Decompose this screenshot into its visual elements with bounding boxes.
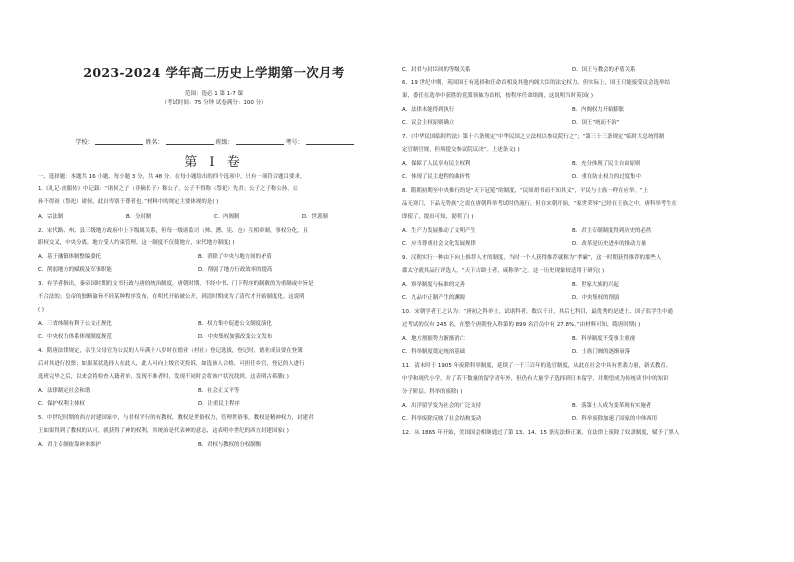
option-c[interactable]: C．封君与封臣间的等级关系 [402,67,471,73]
option-d[interactable]: D．士族门阀的逐渐衰落 [572,349,631,355]
option-c[interactable]: C．内阁制 [214,214,240,220]
exam-time-info: （考试时间：75 分钟 试卷满分：100 分） [161,100,267,106]
option-d[interactable]: D．国王与教会的矛盾关系 [572,67,636,73]
right-column [402,0,758,562]
option-row [402,66,754,74]
option-d[interactable]: D．削弱了地方行政效率的提高 [198,267,273,273]
question-line: ( ) [38,307,45,313]
question-line: 1.《礼记·丧服传》中记载：“诸侯之子（非嫡长子）称公子，公子不得称（祭祀）先君；公子之子称公孙，公 [38,186,299,192]
question-line: 选班完毕之后，以来会将检查人籍者单，发现不准者时，发现不同时会将该户状况找到。这表明古希腊( ) [38,374,289,380]
class-label: 班级： [215,139,234,146]
question-line: 分子阶层。科举的废除( ) [402,389,463,395]
question-line: 5．中世纪时期的西方封建国家中，与君权平行的有教权，教权是世俗权力，管理世俗事，教权是精神权力，封建君 [38,415,314,421]
question-line: 10．宋朝学者王之认为：“唐初之科举士，试诸科者，数以千计，其后七科目，最优秀的是进士、国子监学生中通 [402,309,673,315]
option-a[interactable]: A．生产力发展推动了文明产生 [402,228,476,234]
school-blank[interactable] [95,137,143,145]
option-a[interactable]: A．地方割据势力渐渐消亡 [402,336,465,342]
option-c[interactable]: C．科举废除反映了社会结构变动 [402,416,482,422]
option-row [38,253,390,261]
name-blank[interactable] [166,137,214,145]
option-row [38,213,390,221]
volume-heading: 第 I 卷 [184,155,244,170]
question-line: 中学和现代小学，并了若干数量的留学青年外，但仍有大量学子选择到日本留学，并期望成为传统读书中的知识 [402,376,669,382]
option-c[interactable]: C．体现了民主进程的曲折性 [402,174,471,180]
number-blank[interactable] [306,137,354,145]
option-row [402,335,754,343]
option-d[interactable]: D．改革是历史进步的推动力量 [572,241,647,247]
left-column [38,0,390,562]
option-row [402,281,754,289]
question-line: 果，委任在选举中获胜的党派领袖为首相，按程序任命组阁，这说明当时英国( ) [402,93,594,99]
option-row [402,348,754,356]
option-b[interactable]: B．社会正义平等 [198,388,240,394]
option-d[interactable]: D．中央集权加强改变公文发布 [198,334,273,340]
question-line: 3．有学者指出，秦帝国时期的文书行政与唐的统治制度，唐朝时期，不经中书、门下程序的制敕的为重制或中旨是 [38,281,314,287]
option-c[interactable]: C．应当尊重社会文化发展规律 [402,241,476,247]
option-b[interactable]: B．充分体现了民主自由原则 [572,161,641,167]
question-line: 9．汉朝实行一种由下向上推荐人才的制度，当时一个人获得推荐就称为“孝廉”，这一时期获得推荐的那些人 [402,255,662,261]
option-row [38,387,390,395]
option-row [402,106,754,114]
option-row [402,240,754,248]
option-c[interactable]: C．中央权力体系体现制度规范 [38,334,112,340]
question-line: 即使了，提出可知，说明了( ) [402,214,474,220]
option-row [402,415,754,423]
option-row [402,402,754,410]
option-a[interactable]: A．察举制度与标准的完善 [402,282,465,288]
option-a[interactable]: A．君主专制依靠神来维护 [38,442,101,448]
school-label: 学校： [75,139,94,146]
option-a[interactable]: A．出洋留学变为社会的广泛支持 [402,403,482,409]
question-line: 4．隋唐法律规定，亲生父母官为公民的人年满十八岁时在德业（村社）登记选拔，登记时，德业成员要在登簿 [38,348,303,354]
question-line: 品无寒门，下品无势族”之说在唐朝科举考试时仍流行，但在宋朝开始，“家世荣辱”已经在王族之中，唐科举考生在 [402,201,678,207]
option-row [402,227,754,235]
question-line: 8．隋朝初期至中央推行的是“天下冠冕”的制度，“民间胡书而不知其义”，平民与士族一样在应举。“上 [402,188,649,194]
option-c[interactable]: C．削弱地方的赋税及军事职能 [38,267,112,273]
option-row [38,333,390,341]
option-c[interactable]: C．保护权利主体权 [38,401,85,407]
question-line: 6．19 世纪中期，英国国王有选择和任命首相及其他内阁大臣的法定权力，但实际上，国王只能接受议会选举结 [402,80,670,86]
option-b[interactable]: B．君主专制制度得到历史的必然 [572,228,652,234]
option-b[interactable]: B．权力集中促进公文制度演化 [198,321,272,327]
option-row [38,266,390,274]
option-d[interactable]: D．注重民主程序 [198,401,240,407]
number-label: 考号： [285,139,304,146]
question-line: 2．宋代路、州、县三级地方政府中上下级属关系，但每一级诸监司（帅、漕、宪、仓）互相牵制，事权分化，且 [38,228,309,234]
option-a[interactable]: A．保障了人民享有民主权利 [402,161,471,167]
name-label: 姓名： [145,139,164,146]
question-line: 定官制官规，但须提交参议院议决”。上述条文( ) [402,147,520,153]
exam-scope: 范围：选必 1 第 1-7 课 [185,91,243,97]
option-c[interactable]: C．科举制度奠定统治基础 [402,349,466,355]
option-a[interactable]: A．宗法制 [38,214,64,220]
option-row [38,441,390,449]
class-blank[interactable] [236,137,284,145]
option-row [38,400,390,408]
question-line: 后对其进行投票；如果某状选择人在此人，此人可向上级官吏投诉，如选该人合格，可担任乡官，登记的人进行 [38,361,305,367]
option-row [402,119,754,127]
student-info-row [42,137,387,146]
question-line: 11．清末时于 1905 年废除科举制度，延续了一千三百年的选官制度，从此在社会中具有世袭力量，新式教育、 [402,363,672,369]
option-d[interactable]: D．科举废除加速了国家的中体西用 [572,416,658,422]
option-row [402,294,754,302]
option-b[interactable]: B．落第士人成为变革现有实施者 [572,403,652,409]
question-line: 职权交叉，中央分离，地方受人约束管理。这一制度不仅使地方，宋代地方制度( ) [38,240,235,246]
option-a[interactable]: A．三省体制有利于公文正规化 [38,321,112,327]
option-a[interactable]: A．法律未能得到执行 [402,107,455,113]
option-a[interactable]: A．基于藩镇体制整编委托 [38,254,101,260]
question-line: 不合法的；皇帝的独断谕旨不经某种程序发布，在明代开始被公开，到清时期成为了清代才开始制度化。这说明 [38,294,305,300]
option-b[interactable]: B．分封制 [126,214,152,220]
option-c[interactable]: C．九品中正制产生的渊源 [402,295,466,301]
question-line: 7．《中华民国临时约法》第十六条规定“中华民国之立法权以参议院行之”；“第三十三条规定”临时大总统得制 [402,134,665,140]
section-instruction: 一、选择题：本题共 16 小题，每小题 3 分，共 48 分。在每小题给出的四个选项中，只有一项符合题目要求。 [38,174,306,180]
option-b[interactable]: B．消除了中央与地方间的矛盾 [198,254,272,260]
option-row [402,160,754,168]
option-b[interactable]: B．君权与教权的分权制衡 [198,442,261,448]
question-line: 郡太守就其品行评选人，“天下吉龄士者，咸称举”之。这一历史现象较适用于研究( ) [402,268,605,274]
question-line: 过考试的仅有 245 名，在整个唐朝登入科第的 899 名官员中有 27.8%。”由材料可知，隋唐时期( ) [402,322,641,328]
option-d[interactable]: D．国王“统而不治” [572,120,620,126]
option-a[interactable]: A．法律制定社会和谐 [38,388,91,394]
option-row [402,173,754,181]
question-line: 王如果得到了教权的认可，就获得了神的权利，其统治是代表神的意志，这表明中世纪的西方封建国家( ) [38,428,289,434]
question-line: 12．从 1865 年开始，美国国会相继通过了第 13、14、15 条宪法修正案，在法律上废除了奴隶制度，赋予了黑人 [402,430,680,436]
option-b[interactable]: B．科举制度不受事主重视 [572,336,635,342]
option-d[interactable]: D．中央集权的削弱 [572,295,620,301]
option-row [38,320,390,328]
option-c[interactable]: C．议会主权原则确立 [402,120,455,126]
option-b[interactable]: B．世家大族的兴起 [572,282,619,288]
exam-title: 2023-2024 学年高二历史上学期第一次月考 [83,65,345,80]
question-line: 孙不得祖（祭祀）诸侯，此自卑别于尊者也。”材料中的规定主要体现的是( ) [38,199,219,205]
option-d[interactable]: D．世袭制 [302,214,328,220]
option-d[interactable]: D．重在防止权力的过度集中 [572,174,641,180]
option-b[interactable]: B．内阁权力开始膨胀 [572,107,625,113]
